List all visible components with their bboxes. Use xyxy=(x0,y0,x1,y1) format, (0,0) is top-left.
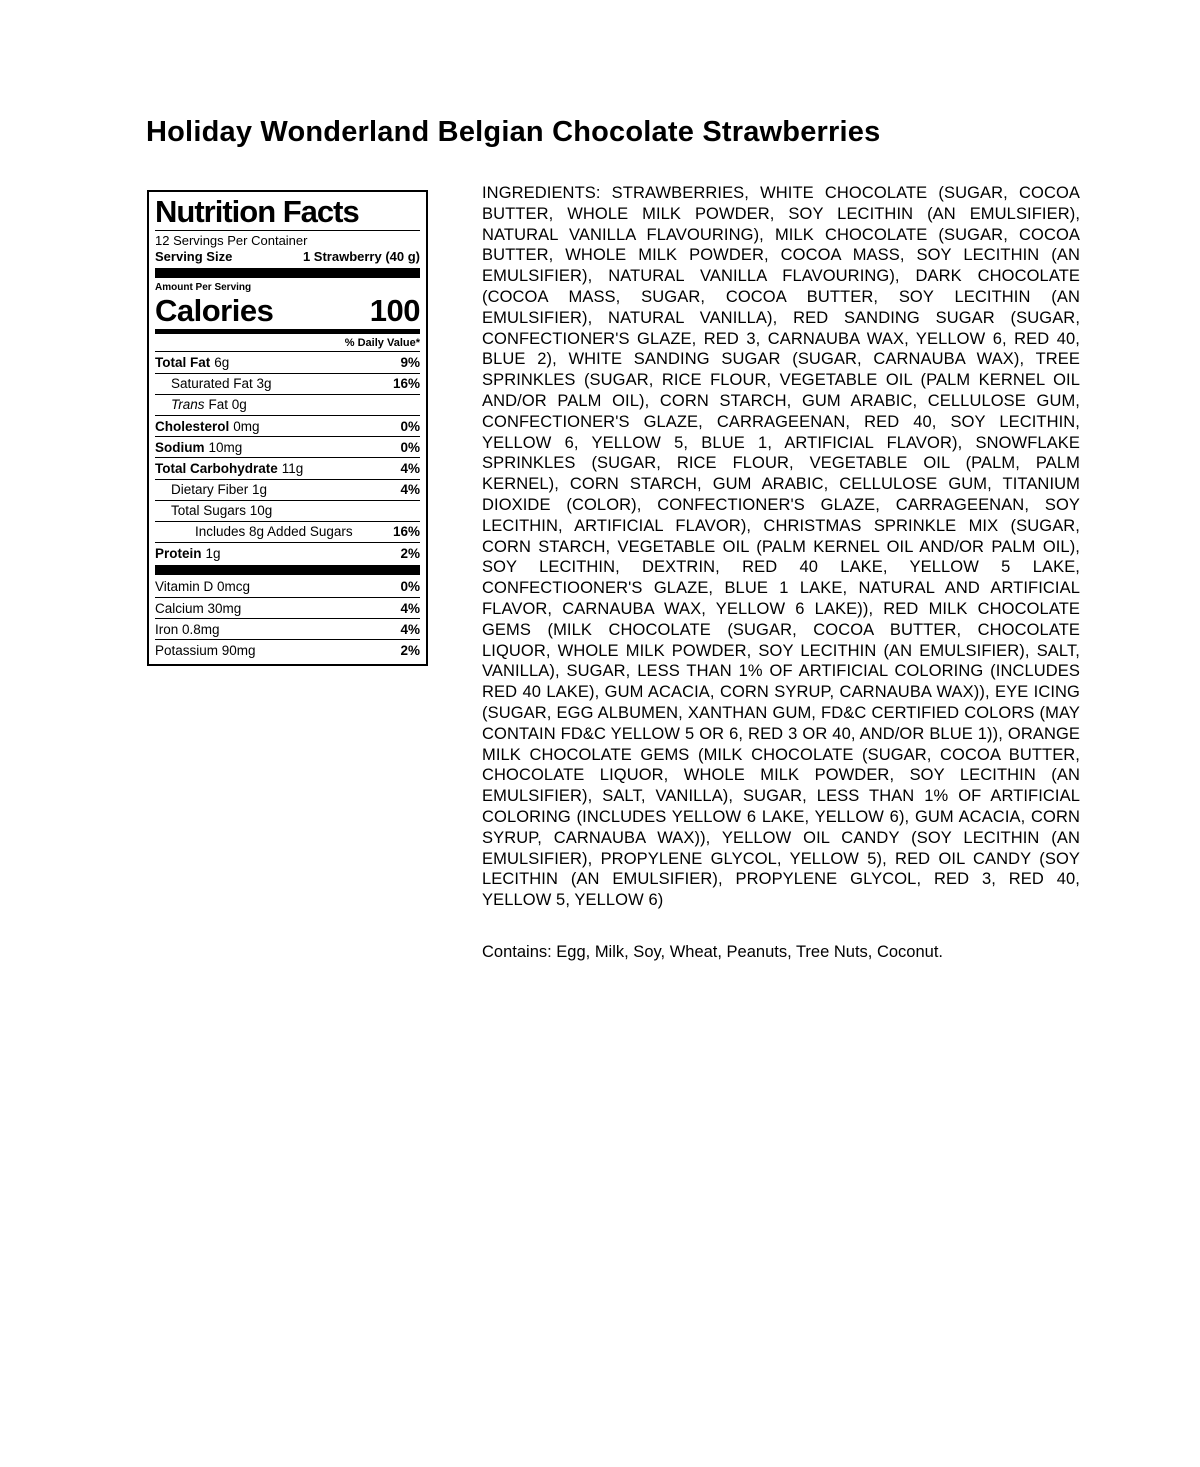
nutrient-dv: 4% xyxy=(400,460,420,476)
micronutrient-dv: 4% xyxy=(400,621,420,637)
amount-per-serving-label: Amount Per Serving xyxy=(155,282,252,294)
nutrient-dv: 4% xyxy=(400,482,420,498)
calories-label: Calories xyxy=(155,293,274,329)
nutrient-amount: 10mg xyxy=(208,439,243,455)
micronutrient-row-calcium xyxy=(155,598,420,619)
nutrient-amount: Total Sugars 10g xyxy=(171,503,273,519)
calories-row xyxy=(155,294,420,334)
thick-divider-bar xyxy=(155,565,420,575)
nutrient-amount: 1g xyxy=(205,545,221,561)
micronutrient-row-iron xyxy=(155,619,420,640)
nutrient-dv: 16% xyxy=(392,524,420,540)
nutrient-name: Sodium xyxy=(155,439,205,455)
nutrient-row-trans-fat xyxy=(155,395,420,416)
calories-value: 100 xyxy=(369,293,420,329)
nutrient-amount: Fat 0g xyxy=(208,397,247,413)
nutrient-name: Cholesterol xyxy=(155,418,230,434)
nutrient-name: Total Carbohydrate xyxy=(155,460,278,476)
nutrition-facts-label xyxy=(147,190,428,666)
nutrient-name: Trans xyxy=(171,397,205,413)
nutrient-row-sodium xyxy=(155,437,420,458)
serving-size-label: Serving Size xyxy=(155,248,233,264)
micronutrient-dv: 0% xyxy=(400,579,420,595)
nutrient-dv: 0% xyxy=(400,418,420,434)
serving-size-value: 1 Strawberry (40 g) xyxy=(302,248,420,264)
nutrient-row-dietary-fiber xyxy=(155,480,420,501)
thick-divider-bar xyxy=(155,268,420,278)
daily-value-header: % Daily Value* xyxy=(155,334,420,352)
nutrient-amount: Dietary Fiber 1g xyxy=(171,482,268,498)
nutrient-row-saturated-fat xyxy=(155,374,420,395)
nutrient-amount: 0mg xyxy=(233,418,260,434)
ingredients-column xyxy=(482,183,1080,963)
nutrient-name: Protein xyxy=(155,545,202,561)
allergen-statement: Contains: Egg, Milk, Soy, Wheat, Peanuts, Tree Nuts, Coconut. xyxy=(482,942,943,961)
nutrient-row-protein xyxy=(155,543,420,564)
micronutrient-dv: 2% xyxy=(400,642,420,658)
nutrient-dv: 2% xyxy=(400,545,420,561)
nutrient-dv: 9% xyxy=(400,354,420,370)
micronutrient-text: Potassium 90mg xyxy=(155,642,256,658)
micronutrient-text: Vitamin D 0mcg xyxy=(155,579,251,595)
nutrient-name: Total Fat xyxy=(155,354,211,370)
nutrient-dv: 0% xyxy=(400,439,420,455)
nutrient-row-added-sugars xyxy=(155,522,420,543)
nutrient-dv: 16% xyxy=(392,376,420,392)
nutrient-amount: Saturated Fat 3g xyxy=(171,376,272,392)
nutrient-row-total-carbohydrate xyxy=(155,458,420,479)
nutrient-amount: Includes 8g Added Sugars xyxy=(195,524,353,540)
micronutrient-text: Calcium 30mg xyxy=(155,600,242,616)
nutrition-facts-heading: Nutrition Facts xyxy=(155,196,420,231)
serving-size-row xyxy=(155,249,420,269)
nutrient-row-cholesterol xyxy=(155,416,420,437)
page-title: Holiday Wonderland Belgian Chocolate Strawberries xyxy=(146,116,881,149)
micronutrient-row-potassium xyxy=(155,640,420,660)
nutrient-amount: 6g xyxy=(214,354,230,370)
micronutrient-dv: 4% xyxy=(400,600,420,616)
nutrient-row-total-sugars xyxy=(155,501,420,522)
servings-per-container: 12 Servings Per Container xyxy=(155,232,308,248)
nutrient-amount: 11g xyxy=(281,460,304,476)
micronutrient-text: Iron 0.8mg xyxy=(155,621,220,637)
nutrient-row-total-fat xyxy=(155,352,420,373)
ingredients-paragraph: INGREDIENTS: STRAWBERRIES, WHITE CHOCOLATE (SUGAR, COCOA BUTTER, WHOLE MILK POWDER, SOY LECITHIN (AN EMULSIFIER), NATURAL VANILLA FLAVOURING), MILK CHOCOLATE (SUGAR, COCOA BUTTER, WHOLE MILK POWDER, COCOA MASS, SOY LECITHIN (AN EMULSIFIER), NATURAL VANILLA FLAVOURING), DARK CHOCOLATE (COCOA MASS, SUGAR, COCOA BUTTER, SOY LECITHIN (AN EMULSIFIER), NATURAL VANILLA), RED SANDING SUGAR (SUGAR, CONFECTIONER'S GLAZE, RED 3, CARNAUBA WAX, YELLOW 6, RED 40, BLUE 2), WHITE SANDING SUGAR (SUGAR, CARNAUBA WAX), TREE SPRINKLES (SUGAR, RICE FLOUR, VEGETABLE OIL (PALM KERNEL OIL AND/OR PALM OIL), CORN STARCH, GUM ARABIC, CELLULOSE GUM, CONFECTIONER'S GLAZE, CARRAGEENAN, RED 40, SOY LECITHIN, YELLOW 6, YELLOW 5, BLUE 1, ARTIFICIAL FLAVOR), SNOWFLAKE SPRINKLES (SUGAR, RICE FLOUR, VEGETABLE OIL (PALM, PALM KERNEL), CORN STARCH, GUM ARABIC, CELLULOSE GUM, TITANIUM DIOXIDE (COLOR), CONFECTIONER'S GLAZE, CARRAGEENAN, SOY LECITHIN, ARTIFICIAL FLAVOR), CHRISTMAS SPRINKLE MIX (SUGAR, CORN STARCH, VEGETABLE OIL (PALM KERNEL OIL AND/OR PALM OIL), SOY LECITHIN, DEXTRIN, RED 40 LAKE, YELLOW 5 LAKE, CONFECTIOONER'S GLAZE, BLUE 1 LAKE, NATURAL AND ARTIFICIAL FLAVOR, CARNAUBA WAX, YELLOW 6 LAKE)), RED MILK CHOCOLATE GEMS (MILK CHOCOLATE (SUGAR, COCOA BUTTER, CHOCOLATE LIQUOR, WHOLE MILK POWDER, SOY LECITHIN (AN EMULSIFIER), SALT, VANILLA), SUGAR, LESS THAN 1% OF ARTIFICIAL COLORING (INCLUDES RED 40 LAKE), GUM ACACIA, CORN SYRUP, CARNAUBA WAX)), EYE ICING (SUGAR, EGG ALBUMEN, XANTHAN GUM, FD&C CERTIFIED COLORS (MAY CONTAIN FD&C YELLOW 5 OR 6, RED 3 OR 40, AND/OR BLUE 1)), ORANGE MILK CHOCOLATE GEMS (MILK CHOCOLATE (SUGAR, COCOA BUTTER, CHOCOLATE LIQUOR, WHOLE MILK POWDER, SOY LECITHIN (AN EMULSIFIER), SALT, VANILLA), SUGAR, LESS THAN 1% OF ARTIFICIAL COLORING (INCLUDES YELLOW 6 LAKE, YELLOW 6), GUM ACACIA, CORN SYRUP, CARNAUBA WAX)), YELLOW OIL CANDY (SOY LECITHIN (AN EMULSIFIER), PROPYLENE GLYCOL, YELLOW 5), RED OIL CANDY (SOY LECITHIN (AN EMULSIFIER), PROPYLENE GLYCOL, RED 3, RED 40, YELLOW 5, YELLOW 6) xyxy=(482,184,1080,910)
micronutrient-row-vitamin-d xyxy=(155,577,420,598)
